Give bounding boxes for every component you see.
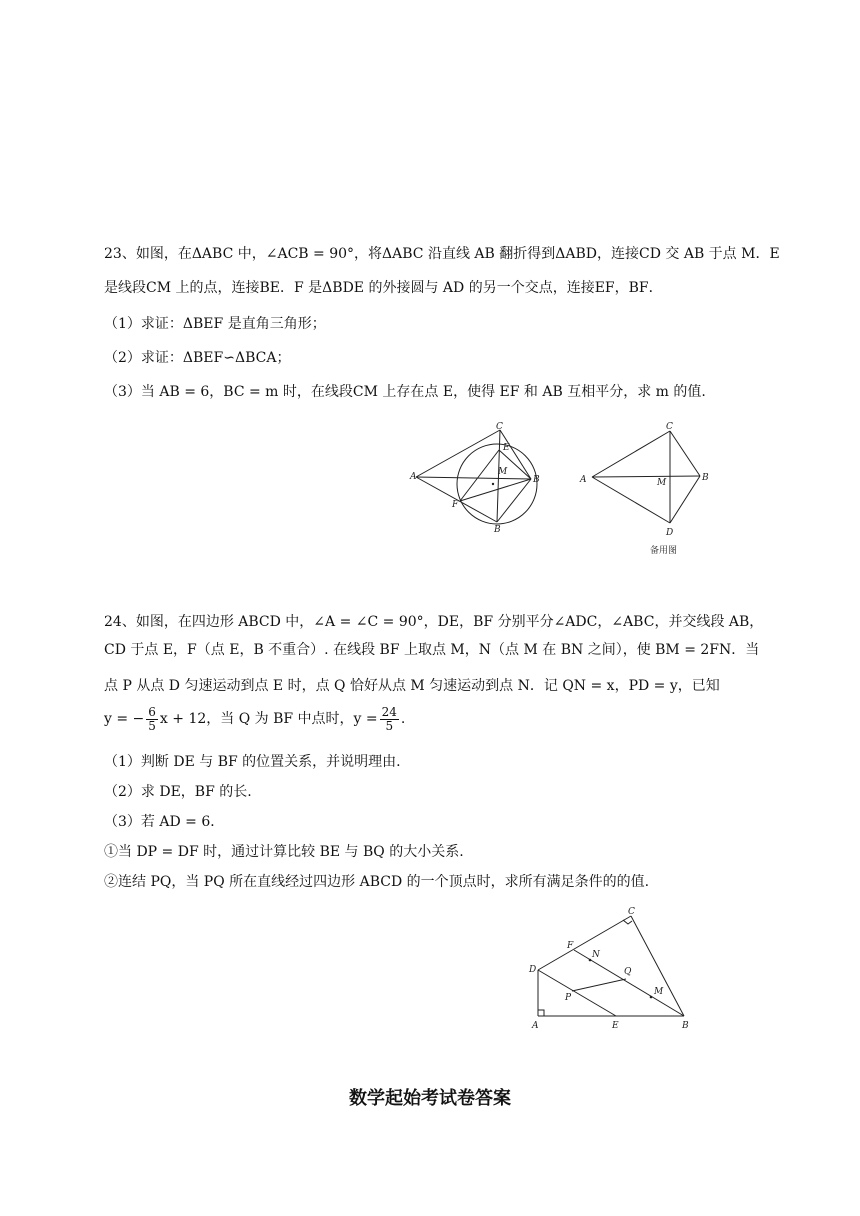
q24-part-1: （1）判断 DE 与 BF 的位置关系，并说明理由. xyxy=(104,754,401,770)
q24-line-1: 24、如图，在四边形 ABCD 中，∠A = ∠C = 90°，DE，BF 分别平分∠ADC，∠ABC，并交线段 AB， xyxy=(104,614,764,630)
denominator: 5 xyxy=(385,718,394,733)
label-E: E xyxy=(503,443,510,453)
equation-part-1: y = − xyxy=(104,711,145,727)
denominator: 5 xyxy=(148,718,156,733)
q24-sub-1: ①当 DP = DF 时，通过计算比较 BE 与 BQ 的大小关系. xyxy=(104,844,464,860)
label-M: M xyxy=(498,467,508,477)
q23-figure-main xyxy=(400,418,550,538)
figure-caption: 备用图 xyxy=(650,546,678,556)
label-A: A xyxy=(532,1021,539,1031)
q23-line-2: 是线段CM 上的点，连接BE．F 是ΔBDE 的外接圆与 AD 的另一个交点，连接EF，BF． xyxy=(104,280,663,296)
label-A: A xyxy=(410,472,417,482)
label-F: F xyxy=(452,500,459,510)
numerator: 24 xyxy=(381,704,397,719)
label-B-lower: B xyxy=(494,525,501,535)
q24-part-3: （3）若 AD = 6． xyxy=(104,814,225,830)
label-E: E xyxy=(612,1021,619,1031)
label-P: P xyxy=(565,993,572,1003)
q23-part-1: （1）求证：ΔBEF 是直角三角形； xyxy=(104,316,326,332)
fraction-24-fifths xyxy=(380,706,399,733)
q23-part-2: （2）求证：ΔBEF∽ΔBCA； xyxy=(104,350,291,366)
label-C: C xyxy=(496,422,503,432)
equation-part-2: x + 12，当 Q 为 BF 中点时，y = xyxy=(159,711,378,727)
label-B: B xyxy=(682,1021,689,1031)
equation-part-3: . xyxy=(400,711,406,727)
label-D: D xyxy=(529,965,537,975)
q24-line-3: 点 P 从点 D 匀速运动到点 E 时，点 Q 恰好从点 M 匀速运动到点 N．记 QN = x，PD = y，已知 xyxy=(104,678,720,694)
numerator: 6 xyxy=(148,704,156,719)
q24-part-2: （2）求 DE，BF 的长. xyxy=(104,784,252,800)
label-M: M xyxy=(657,478,667,488)
label-B: B xyxy=(702,473,709,483)
label-C: C xyxy=(628,907,635,917)
q24-sub-2: ②连结 PQ，当 PQ 所在直线经过四边形 ABCD 的一个顶点时，求所有满足条件的的值. xyxy=(104,874,650,890)
label-C: C xyxy=(666,422,673,432)
label-F: F xyxy=(567,941,574,951)
label-Q: Q xyxy=(624,967,632,977)
q23-figure-spare xyxy=(574,418,714,560)
answer-section-title: 数学起始考试卷答案 xyxy=(349,1088,511,1109)
label-N: N xyxy=(592,950,600,960)
q24-line-4 xyxy=(104,704,405,734)
label-D: D xyxy=(666,528,674,538)
q23-line-1: 23、如图，在ΔABC 中，∠ACB = 90°，将ΔABC 沿直线 AB 翻折得到ΔABD，连接CD 交 AB 于点 M．E xyxy=(104,246,780,262)
label-A: A xyxy=(580,475,587,485)
q24-line-2: CD 于点 E，F（点 E，B 不重合）. 在线段 BF 上取点 M，N（点 M 在 BN 之间），使 BM = 2FN．当 xyxy=(104,642,760,658)
q24-figure xyxy=(524,902,704,1034)
label-M: M xyxy=(654,987,664,997)
fraction-six-fifths xyxy=(146,706,158,733)
q23-part-3: （3）当 AB = 6，BC = m 时，在线段CM 上存在点 E，使得 EF 和 AB 互相平分，求 m 的值. xyxy=(104,384,706,400)
label-B: B xyxy=(533,475,540,485)
